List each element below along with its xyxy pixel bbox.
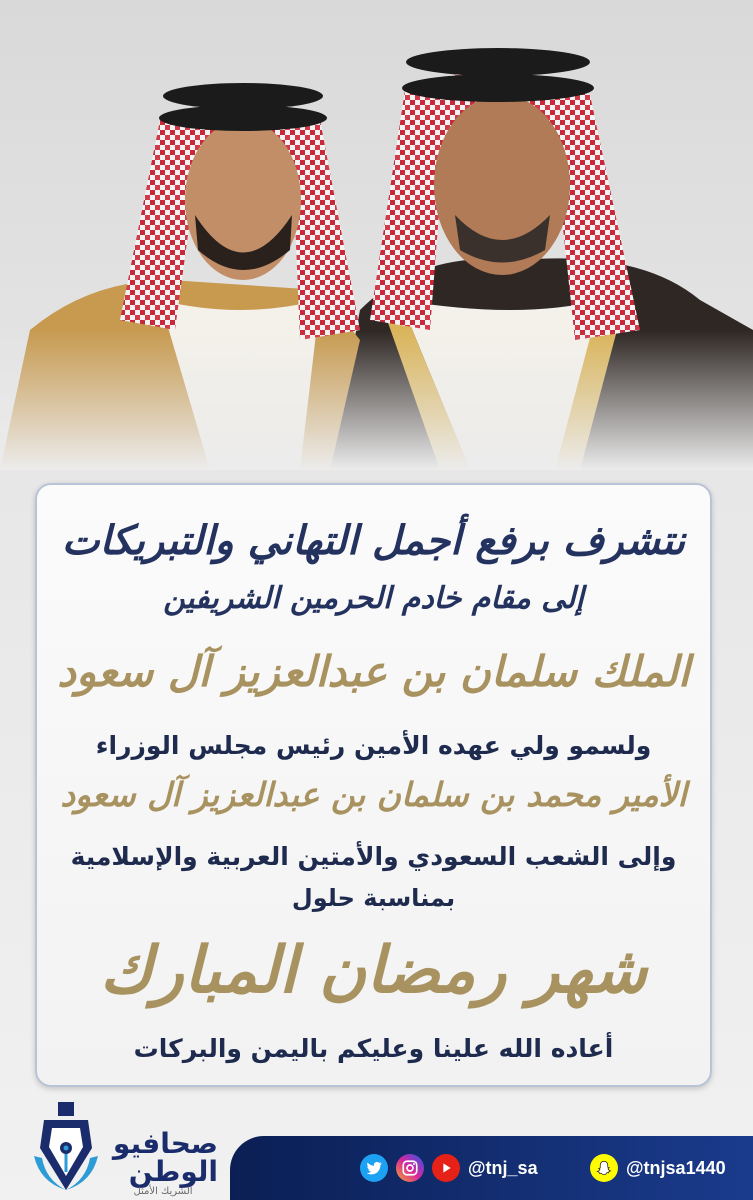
crown-prince-title: ولسمو ولي عهده الأمين رئيس مجلس الوزراء	[95, 731, 652, 760]
social-handle-primary[interactable]: @tnj_sa	[468, 1157, 538, 1178]
portrait-photo	[0, 0, 753, 470]
pen-nib-icon	[30, 1102, 102, 1192]
social-footer-bar	[230, 1136, 753, 1200]
greeting-headline: نتشرف برفع أجمل التهاني والتبريكات	[61, 517, 686, 564]
social-group-1	[360, 1136, 538, 1200]
social-group-2	[590, 1136, 726, 1200]
greeting-addressee: إلى مقام خادم الحرمين الشريفين	[163, 581, 584, 616]
brand-title	[108, 1127, 218, 1188]
king-name: الملك سلمان بن عبدالعزيز آل سعود	[57, 647, 690, 696]
brand-tagline: الشريك الأمثل	[133, 1186, 193, 1197]
people-line: وإلى الشعب السعودي والأمتين العربية والإسلامية	[70, 842, 677, 871]
crown-prince-name: الأمير محمد بن سلمان بن عبدالعزيز آل سعود	[60, 775, 687, 814]
occasion-intro: بمناسبة حلول	[291, 884, 456, 912]
social-handle-snapchat[interactable]: @tnjsa1440	[626, 1157, 726, 1178]
occasion-title: شهر رمضان المبارك	[100, 933, 647, 1008]
snapchat-icon[interactable]	[590, 1154, 618, 1182]
brand-title-line1: صحافيو	[112, 1127, 218, 1160]
twitter-icon[interactable]	[360, 1154, 388, 1182]
instagram-icon[interactable]	[396, 1154, 424, 1182]
youtube-icon[interactable]	[432, 1154, 460, 1182]
closing-wish: أعاده الله علينا وعليكم باليمن والبركات	[133, 1034, 614, 1063]
portrait-illustration	[0, 0, 753, 470]
greeting-card	[35, 483, 712, 1087]
brand-title-line2: الوطن	[128, 1155, 218, 1188]
